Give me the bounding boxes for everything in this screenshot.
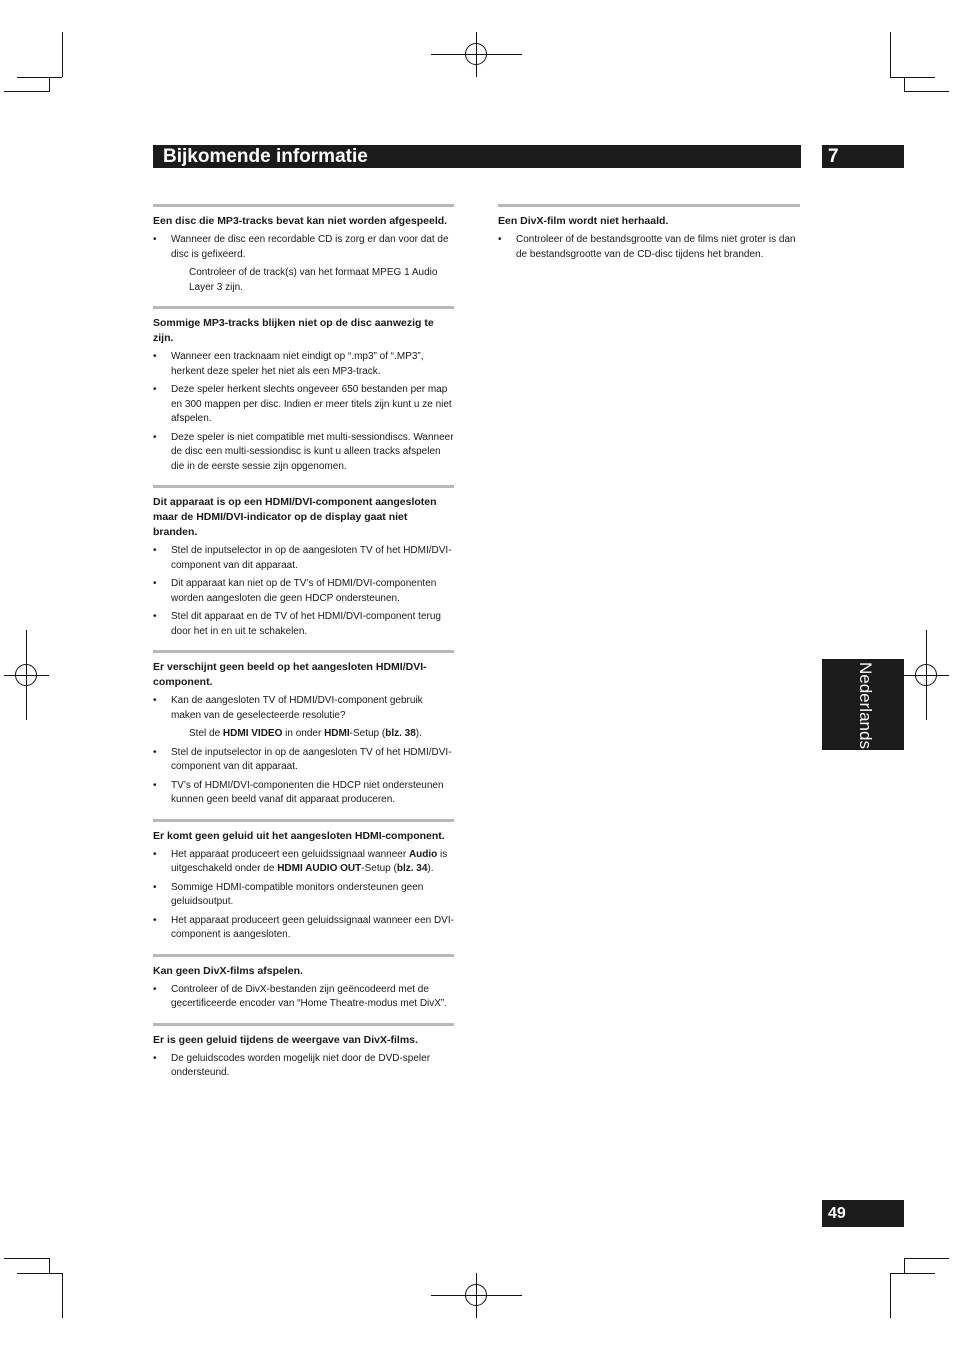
- language-side-tab: [822, 659, 904, 750]
- list-item: • De geluidscodes worden mogelijk niet door de DVD-speler ondersteund.: [153, 1052, 431, 1078]
- chapter-number-box: [822, 145, 904, 168]
- section-title: Sommige MP3-tracks blijken niet op de disc aanwezig te zijn.: [153, 317, 434, 344]
- bullet-glyph: •: [153, 695, 157, 706]
- troubleshoot-section-hdmi-indicator: [153, 485, 454, 639]
- bullet-glyph: •: [153, 746, 157, 758]
- bullet-glyph: •: [153, 351, 157, 362]
- indented-note: Stel de HDMI VIDEO in onder HDMI-Setup (blz. 38).: [189, 728, 422, 739]
- list-item: • Controleer of de DivX-bestanden zijn geëncodeerd met de gecertificeerde encoder van “Home Theatre-modus met DivX”.: [153, 983, 448, 1009]
- list-item: • Stel de inputselector in op de aangesloten TV of het HDMI/DVI-component van dit apparaat.: [153, 545, 452, 571]
- list-item: • Sommige HDMI-compatible monitors ondersteunen geen geluidsoutput.: [153, 881, 424, 907]
- indented-note: Controleer of de track(s) van het formaat MPEG 1 Audio Layer 3 zijn.: [189, 267, 438, 293]
- section-title: Dit apparaat is op een HDMI/DVI-component aangesloten maar de HDMI/DVI-indicator op de display gaat niet branden.: [153, 496, 437, 538]
- bullet-glyph: •: [153, 779, 157, 791]
- chapter-header-bar: [153, 145, 801, 168]
- bullet-glyph: •: [153, 983, 157, 995]
- chapter-number: 7: [828, 146, 839, 167]
- language-label: Nederlands: [856, 662, 875, 749]
- list-item: • Het apparaat produceert een geluidssignaal wanneer Audio is uitgeschakeld onder de HDMI AUDIO OUT-Setup (blz. 34).: [153, 848, 448, 874]
- list-item: • Wanneer de disc een recordable CD is zorg er dan voor dat de disc is gefixeerd.: [153, 234, 449, 260]
- list-item: • Stel de inputselector in op de aangesloten TV of het HDMI/DVI-component van dit apparaat.: [153, 746, 452, 772]
- section-title: Er komt geen geluid uit het aangesloten HDMI-component.: [153, 829, 445, 842]
- bullet-glyph: •: [153, 914, 157, 926]
- list-item: • Stel dit apparaat en de TV of het HDMI/DVI-component terug door het in en uit te schakelen.: [153, 611, 441, 637]
- list-item: • TV’s of HDMI/DVI-componenten die HDCP niet ondersteunen kunnen geen beeld vanaf dit apparaat produceren.: [153, 779, 444, 805]
- troubleshoot-section-divx-sound: [153, 1023, 454, 1081]
- list-item: • Dit apparaat kan niet op de TV’s of HDMI/DVI-componenten worden aangesloten die geen HDCP ondersteunen.: [153, 578, 437, 604]
- bullet-glyph: •: [153, 1052, 157, 1064]
- bullet-glyph: •: [498, 234, 502, 245]
- bullet-glyph: •: [153, 431, 157, 443]
- list-item: • Wanneer een tracknaam niet eindigt op “.mp3” of “.MP3”, herkent deze speler het niet als een MP3-track.: [153, 351, 424, 377]
- troubleshoot-section-no-picture: [153, 650, 454, 808]
- troubleshoot-section-mp3-not-playing: [153, 204, 454, 295]
- bullet-glyph: •: [153, 611, 157, 622]
- list-item: • Deze speler is niet compatible met multi-sessiondiscs. Wanneer de disc een multi-sessiondisc is kunt u alleen tracks afspelen die in de eerste sessie zijn opgenomen.: [153, 431, 454, 472]
- bullet-glyph: •: [153, 234, 157, 245]
- left-column: [153, 204, 454, 1092]
- section-title: Een DivX-film wordt niet herhaald.: [498, 215, 669, 227]
- page-title: Bijkomende informatie: [163, 146, 368, 167]
- list-item: • Kan de aangesloten TV of HDMI/DVI-component gebruik maken van de geselecteerde resolutie?: [153, 695, 423, 721]
- section-title: Er is geen geluid tijdens de weergave van DivX-films.: [153, 1033, 418, 1046]
- list-item: • Deze speler herkent slechts ongeveer 650 bestanden per map en 300 mappen per disc. Indien er meer titels zijn kunt u ze niet afspelen.: [153, 384, 452, 424]
- bullet-glyph: •: [153, 578, 157, 589]
- troubleshoot-section-mp3-missing: [153, 306, 454, 474]
- section-title: Een disc die MP3-tracks bevat kan niet worden afgespeeld.: [153, 215, 448, 227]
- bullet-glyph: •: [153, 384, 157, 395]
- page-number: 49: [828, 1205, 846, 1222]
- troubleshoot-section-divx-playback: [153, 954, 454, 1012]
- bullet-glyph: •: [153, 545, 157, 556]
- list-item: • Controleer of de bestandsgrootte van de films niet groter is dan de bestandsgrootte van de CD-disc tijdens het branden.: [498, 234, 796, 260]
- troubleshoot-section-divx-repeat: [498, 204, 800, 262]
- list-item: • Het apparaat produceert geen geluidssignaal wanneer een DVI-component is aangesloten.: [153, 914, 454, 940]
- section-title: Kan geen DivX-films afspelen.: [153, 964, 303, 977]
- page-number-box: [822, 1200, 904, 1227]
- troubleshoot-section-no-sound-hdmi: [153, 819, 454, 943]
- section-title: Er verschijnt geen beeld op het aangesloten HDMI/DVI-component.: [153, 661, 427, 688]
- bullet-glyph: •: [153, 881, 157, 893]
- bullet-glyph: •: [153, 848, 157, 860]
- right-column: [498, 204, 800, 273]
